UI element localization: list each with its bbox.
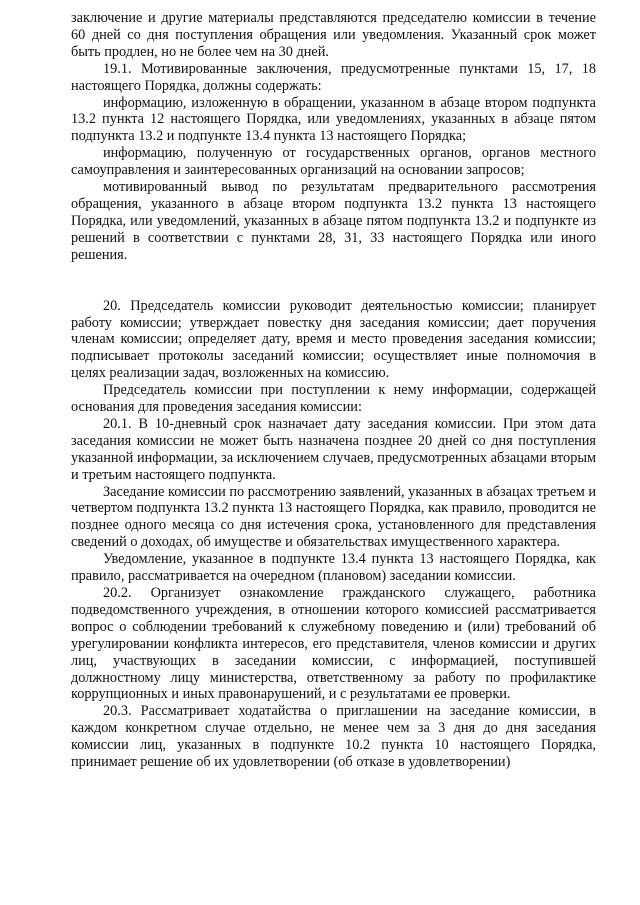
paragraph-gap	[71, 264, 596, 298]
document-page	[71, 10, 596, 771]
paragraph-19-1-item-1: информацию, изложенную в обращении, указанном в абзаце втором подпункта 13.2 пункта 12 настоящего Порядка, или уведомлениях, указанных в абзаце пятом подпункта 13.2 и подпункте 13.4 пункта 13 настоящего Порядка;	[71, 94, 596, 145]
paragraph-19-1: 19.1. Мотивированные заключения, предусмотренные пунктами 15, 17, 18 настоящего Порядка, должны содержать:	[71, 60, 596, 94]
paragraph-20-1: 20.1. В 10-дневный срок назначает дату заседания комиссии. При этом дата заседания комиссии не может быть назначена позднее 20 дней со дня поступления указанной информации, за исключением случаев, предусмотренных абзацами вторым и третьим настоящего подпункта.	[71, 415, 596, 483]
paragraph-20-intro: Председатель комиссии при поступлении к нему информации, содержащей основания для проведения заседания комиссии:	[71, 382, 596, 416]
paragraph-19-1-item-2: информацию, полученную от государственных органов, органов местного самоуправления и заинтересованных организаций на основании запросов;	[71, 145, 596, 179]
paragraph-20-1-second: Заседание комиссии по рассмотрению заявлений, указанных в абзацах третьем и четвертом подпункта 13.2 пункта 13 настоящего Порядка, как правило, проводится не позднее одного месяца со дня истечения срока, установленного для представления сведений о доходах, об имуществе и обязательствах имущественного характера.	[71, 483, 596, 551]
paragraph-20-1-third: Уведомление, указанное в подпункте 13.4 пункта 13 настоящего Порядка, как правило, рассматривается на очередном (плановом) заседании комиссии.	[71, 551, 596, 585]
paragraph-20: 20. Председатель комиссии руководит деятельностью комиссии; планирует работу комиссии; утверждает повестку дня заседания комиссии; дает поручения членам комиссии; определяет дату, время и место проведения заседания комиссии; подписывает протоколы заседаний комиссии; осуществляет иные полномочия в целях реализации задач, возложенных на комиссию.	[71, 297, 596, 382]
paragraph-20-2: 20.2. Организует ознакомление гражданского служащего, работника подведомственного учреждения, в отношении которого комиссией рассматривается вопрос о соблюдении требований к служебному поведению и (или) требований об урегулировании конфликта интересов, его представителя, членов комиссии и других лиц, участвующих в заседании комиссии, с информацией, поступившей должностному лицу министерства, ответственному за работу по профилактике коррупционных и иных правонарушений, и с результатами ее проверки.	[71, 585, 596, 703]
paragraph-continuation: заключение и другие материалы представляются председателю комиссии в течение 60 дней со дня поступления обращения или уведомления. Указанный срок может быть продлен, но не более чем на 30 дней.	[71, 10, 596, 60]
paragraph-19-1-item-3: мотивированный вывод по результатам предварительного рассмотрения обращения, указанного в абзаце втором подпункта 13.2 пункта 13 настоящего Порядка, или уведомлений, указанных в абзаце пятом подпункта 13.2 и подпункте из решений в соответствии с пунктами 28, 31, 33 настоящего Порядка или иного решения.	[71, 179, 596, 263]
paragraph-20-3: 20.3. Рассматривает ходатайства о приглашении на заседание комиссии, в каждом конкретном случае отдельно, не менее чем за 3 дня до дня заседания комиссии лиц, указанных в подпункте 10.2 пункта 10 настоящего Порядка, принимает решение об их удовлетворении (об отказе в удовлетворении)	[71, 703, 596, 771]
